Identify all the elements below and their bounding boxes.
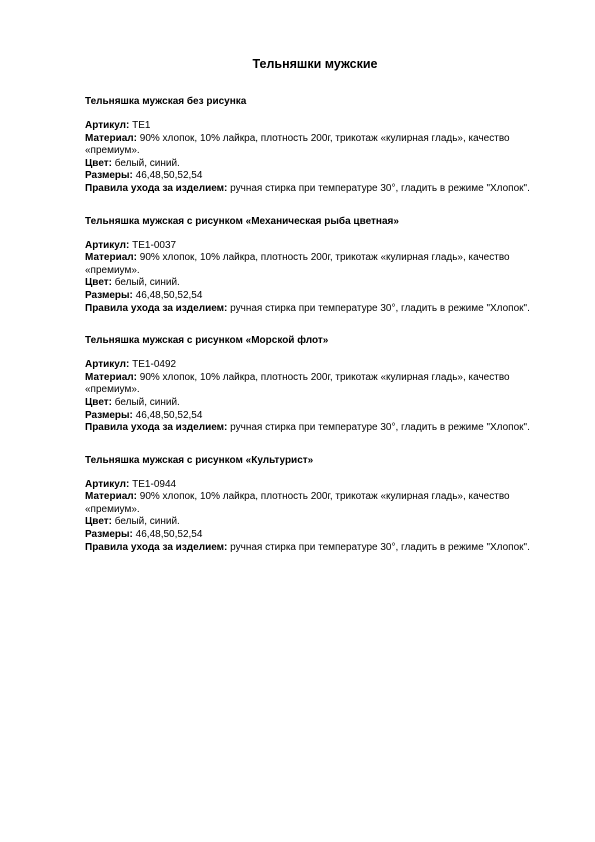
care-field: [85, 542, 535, 555]
care-label: Правила ухода за изделием:: [85, 422, 228, 434]
article-value: TE1-0492: [132, 359, 177, 371]
sizes-label: Размеры:: [85, 170, 133, 182]
care-value: ручная стирка при температуре 30°, гладить в режиме "Хлопок".: [230, 541, 530, 553]
sizes-field: [85, 170, 535, 183]
sizes-label: Размеры:: [85, 409, 133, 421]
document-page: [85, 56, 535, 554]
product-name: Тельняшка мужская без рисунка: [85, 96, 247, 107]
product-section: [85, 95, 535, 196]
sizes-field: [85, 529, 535, 542]
care-value: ручная стирка при температуре 30°, гладить в режиме "Хлопок".: [230, 302, 530, 314]
article-value: TE1-0944: [132, 478, 177, 490]
product-section: [85, 454, 535, 555]
care-field: [85, 183, 535, 196]
care-label: Правила ухода за изделием:: [85, 302, 228, 314]
product-name: Тельняшка мужская с рисунком «Культурист»: [85, 454, 314, 466]
color-field: [85, 158, 535, 171]
article-value: TE1-0037: [132, 239, 177, 251]
sizes-label: Размеры:: [85, 529, 133, 541]
article-field: [85, 120, 535, 133]
color-field: [85, 516, 535, 529]
material-value: 90% хлопок, 10% лайкра, плотность 200г, трикотаж «кулирная гладь», качество «премиум».: [85, 371, 510, 396]
care-label: Правила ухода за изделием:: [85, 541, 228, 553]
color-field: [85, 397, 535, 410]
sizes-label: Размеры:: [85, 289, 133, 301]
page-title: Тельняшки мужские: [252, 57, 378, 71]
material-field: [85, 252, 535, 277]
color-label: Цвет:: [85, 157, 112, 169]
article-field: [85, 240, 535, 253]
sizes-field: [85, 410, 535, 423]
material-value: 90% хлопок, 10% лайкра, плотность 200г, трикотаж «кулирная гладь», качество «премиум».: [85, 491, 510, 515]
product-name: Тельняшка мужская с рисунком «Морской флот»: [85, 335, 329, 347]
color-value: белый, синий.: [114, 396, 180, 408]
sizes-value: 46,48,50,52,54: [135, 289, 203, 301]
care-value: ручная стирка при температуре 30°, гладить в режиме "Хлопок".: [230, 182, 530, 194]
article-field: [85, 479, 535, 492]
care-value: ручная стирка при температуре 30°, гладить в режиме "Хлопок".: [230, 422, 530, 434]
material-field: [85, 133, 535, 158]
color-field: [85, 277, 535, 290]
color-value: белый, синий.: [114, 157, 180, 169]
article-label: Артикул:: [85, 120, 130, 131]
care-field: [85, 303, 535, 316]
material-field: [85, 372, 535, 397]
material-label: Материал:: [85, 132, 137, 144]
material-value: 90% хлопок, 10% лайкра, плотность 200г, трикотаж «кулирная гладь», качество «премиум».: [85, 132, 510, 157]
color-label: Цвет:: [85, 396, 112, 408]
care-field: [85, 422, 535, 435]
color-value: белый, синий.: [114, 277, 180, 289]
material-value: 90% хлопок, 10% лайкра, плотность 200г, трикотаж «кулирная гладь», качество «премиум».: [85, 252, 510, 276]
sizes-field: [85, 290, 535, 303]
care-label: Правила ухода за изделием:: [85, 182, 228, 194]
color-value: белый, синий.: [114, 516, 180, 528]
article-label: Артикул:: [85, 359, 130, 371]
color-label: Цвет:: [85, 277, 112, 289]
product-name: Тельняшка мужская с рисунком «Механическая рыба цветная»: [85, 215, 399, 227]
product-section: [85, 215, 535, 316]
sizes-value: 46,48,50,52,54: [135, 529, 203, 541]
color-label: Цвет:: [85, 516, 112, 528]
article-label: Артикул:: [85, 239, 130, 251]
material-label: Материал:: [85, 491, 137, 503]
sizes-value: 46,48,50,52,54: [135, 170, 203, 182]
article-value: TE1: [132, 120, 151, 131]
sizes-value: 46,48,50,52,54: [135, 409, 203, 421]
product-section: [85, 334, 535, 435]
material-label: Материал:: [85, 371, 137, 383]
material-label: Материал:: [85, 252, 137, 264]
material-field: [85, 491, 535, 516]
article-field: [85, 359, 535, 372]
article-label: Артикул:: [85, 478, 130, 490]
